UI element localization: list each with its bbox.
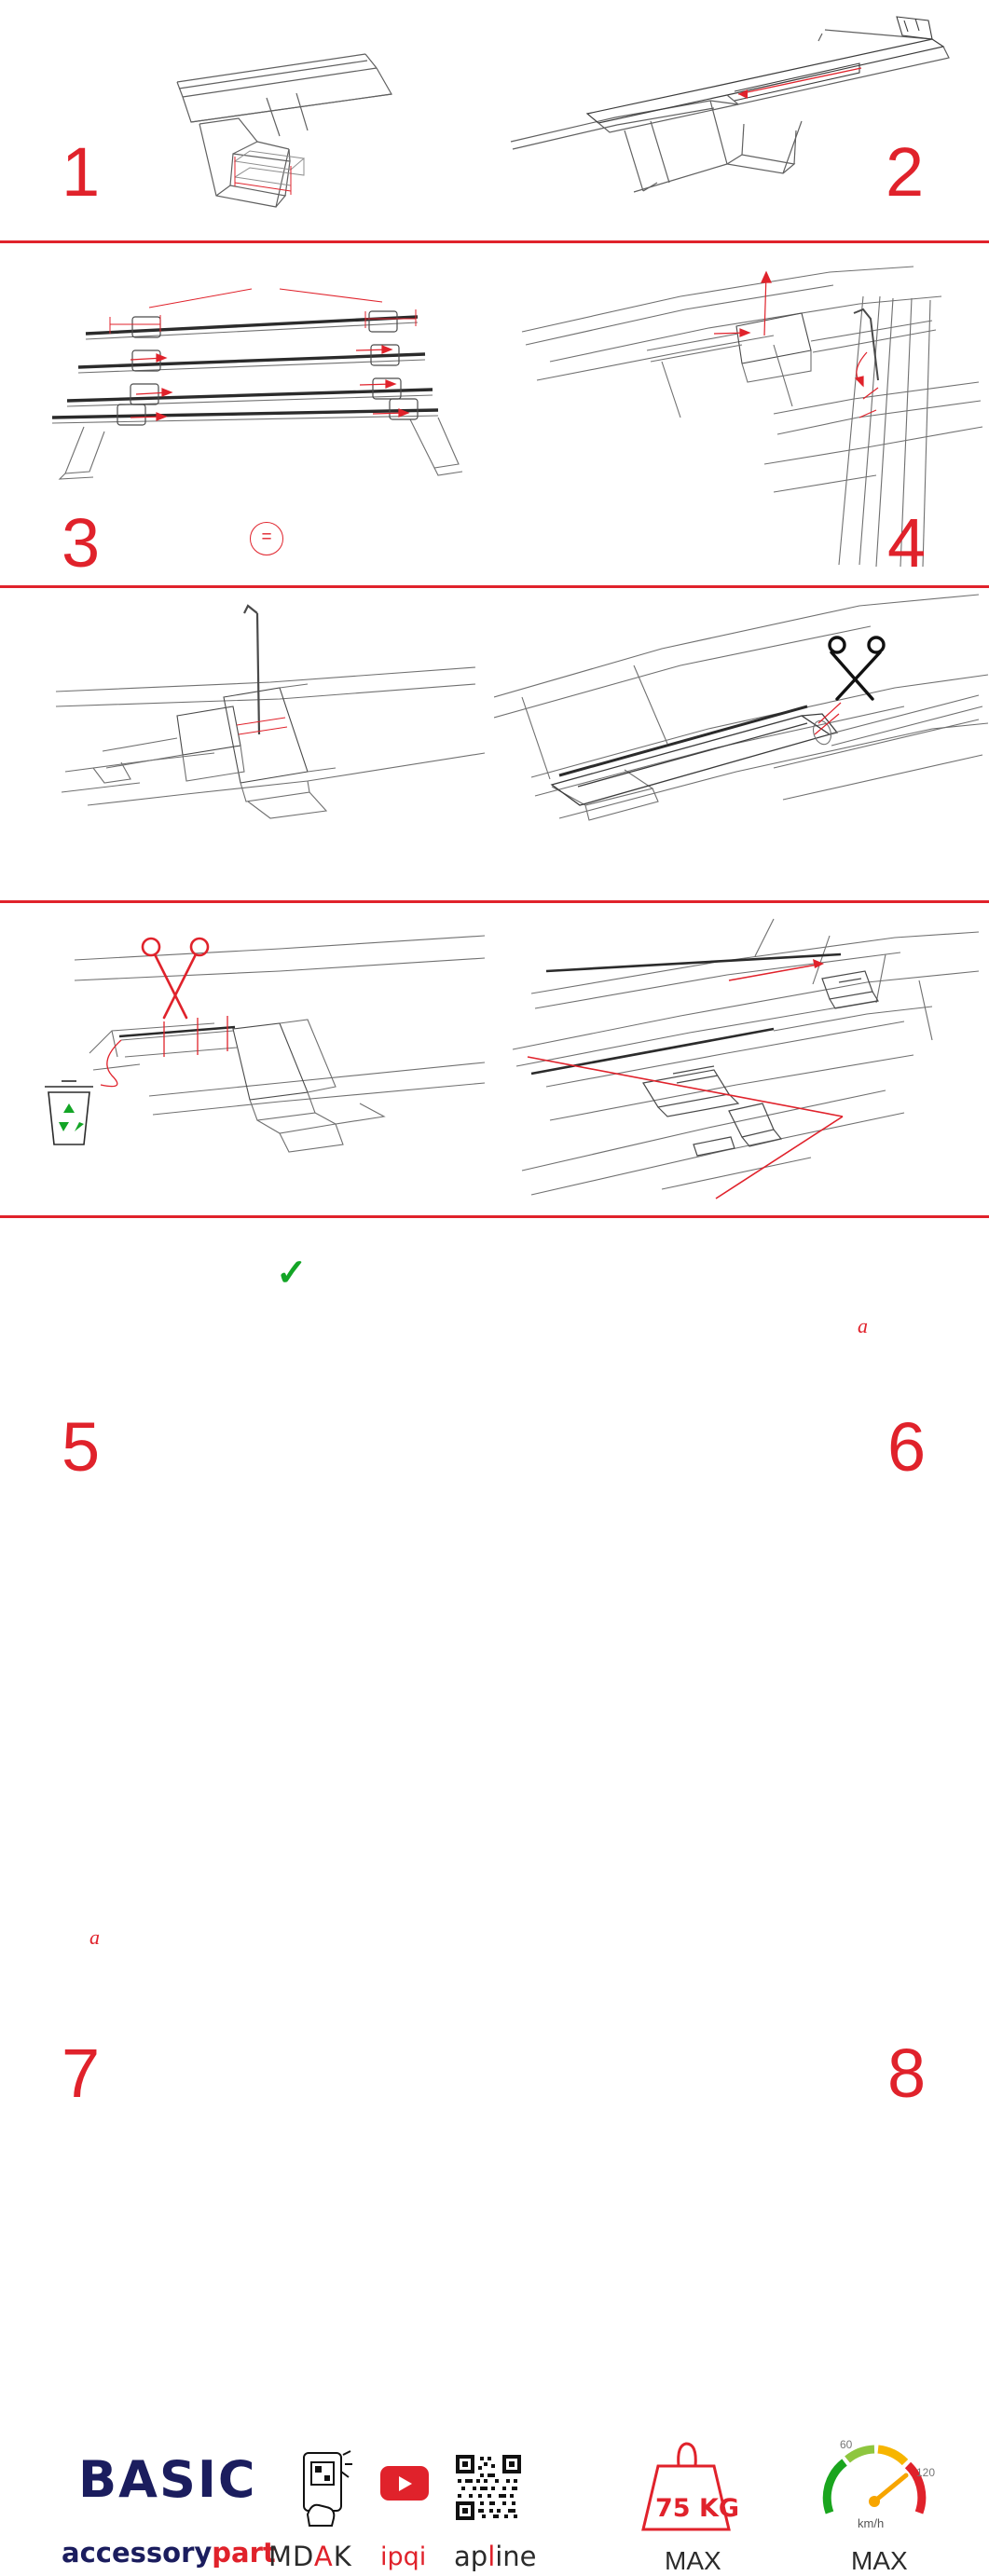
equal-sign-icon: = — [250, 522, 283, 555]
weight-value-label: 75 KG — [655, 2494, 740, 2523]
step-7-panel — [0, 900, 494, 2112]
speed-unit-label: km/h — [858, 2516, 885, 2530]
gauge-max-tick-label: 120 — [916, 2466, 936, 2479]
mdak-pre: MD — [268, 2541, 314, 2572]
brand-accessorypart-logo — [62, 2537, 276, 2569]
step-4-panel — [494, 240, 989, 585]
part-label-a-step7: a — [89, 1925, 100, 1949]
partner-ipqi-label: ipqi — [380, 2542, 427, 2571]
check-mark-icon: ✓ — [276, 1253, 308, 1294]
footer-bar — [0, 1215, 989, 2575]
step-2-number: 2 — [886, 133, 925, 211]
step-3-number: 3 — [62, 504, 101, 582]
gauge-min-tick-label: 60 — [840, 2438, 853, 2451]
step-5-illustration — [0, 585, 494, 900]
step-6-illustration — [494, 585, 989, 900]
step-7-illustration — [0, 900, 494, 1215]
part-label-a-step6: a — [858, 1314, 868, 1337]
step-8-illustration — [494, 900, 989, 1215]
weight-max-label: MAX — [665, 2546, 721, 2575]
youtube-icon[interactable] — [380, 2466, 429, 2501]
step-1-panel — [0, 0, 494, 240]
step-6-panel — [494, 585, 989, 1486]
apline-red: l — [488, 2541, 496, 2572]
apline-pre: ap — [454, 2541, 488, 2572]
step-5-panel — [0, 585, 494, 1486]
qr-code-icon — [454, 2453, 523, 2522]
phone-qr-scan-icon — [295, 2449, 354, 2529]
mdak-red: A — [313, 2541, 334, 2572]
apline-post: ine — [495, 2541, 537, 2572]
step-5-number: 5 — [62, 1408, 101, 1486]
mdak-post: K — [333, 2541, 352, 2572]
step-6-number: 6 — [887, 1408, 927, 1486]
brand-part-text: part — [212, 2537, 276, 2569]
step-4-number: 4 — [887, 504, 927, 582]
step-2-panel — [494, 0, 989, 240]
brand-accessory-text: accessory — [62, 2537, 213, 2569]
step-8-number: 8 — [887, 2035, 927, 2112]
step-3-panel — [0, 240, 494, 585]
step-8-panel — [494, 900, 989, 2112]
step-1-number: 1 — [62, 133, 101, 211]
brand-basic-logo: BASIC — [78, 2450, 257, 2509]
step-7-number: 7 — [62, 2035, 101, 2112]
partner-mdak-label — [268, 2541, 352, 2572]
partner-apline-label — [454, 2541, 537, 2572]
speed-max-label: MAX — [851, 2546, 908, 2575]
